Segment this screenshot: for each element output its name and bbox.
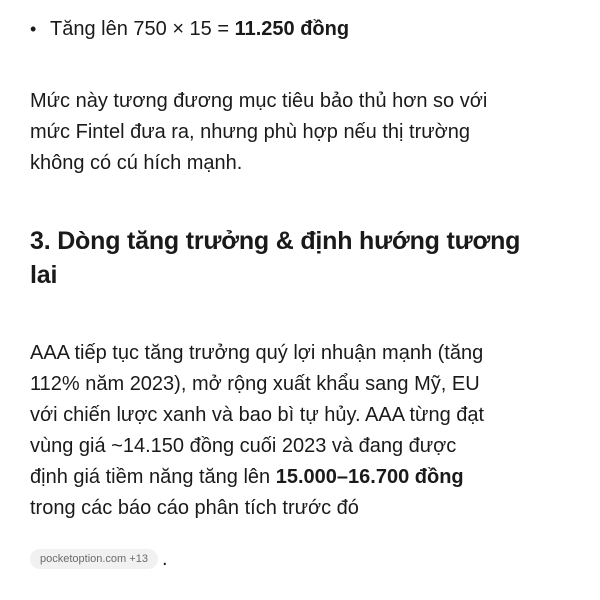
paragraph-1 xyxy=(30,86,487,179)
section-heading xyxy=(30,224,520,292)
paragraph-2-line-2: 112% năm 2023), mở rộng xuất khẩu sang Mỹ, EU xyxy=(30,373,480,395)
paragraph-1-line-2: mức Fintel đưa ra, nhưng phù hợp nếu thị trường xyxy=(30,121,471,143)
bullet-bold-value: 11.250 đồng xyxy=(234,18,350,40)
source-citation-chip[interactable]: pocketoption.com +13 xyxy=(30,549,158,569)
section-heading-line-2: lai xyxy=(30,261,58,289)
paragraph-2-line-6: trong các báo cáo phân tích trước đó xyxy=(30,497,359,519)
trailing-period: . xyxy=(161,548,168,570)
bullet-marker: • xyxy=(30,19,37,39)
paragraph-2-bold-range: 15.000–16.700 đồng xyxy=(275,466,464,488)
paragraph-1-line-3: không có cú hích mạnh. xyxy=(30,152,243,174)
paragraph-2-line-5-prefix: định giá tiềm năng tăng lên xyxy=(30,466,276,488)
source-row xyxy=(30,549,168,569)
section-heading-line-1: 3. Dòng tăng trưởng & định hướng tương xyxy=(30,227,521,255)
bullet-item xyxy=(30,14,349,44)
paragraph-2 xyxy=(30,338,484,524)
paragraph-2-line-1: AAA tiếp tục tăng trưởng quý lợi nhuận mạnh (tăng xyxy=(30,342,484,364)
bullet-text: Tăng lên 750 × 15 = xyxy=(50,18,235,40)
paragraph-2-line-4: vùng giá ~14.150 đồng cuối 2023 và đang được xyxy=(30,435,457,457)
paragraph-2-line-3: với chiến lược xanh và bao bì tự hủy. AAA từng đạt xyxy=(30,404,485,426)
paragraph-1-line-1: Mức này tương đương mục tiêu bảo thủ hơn so với xyxy=(30,90,488,112)
